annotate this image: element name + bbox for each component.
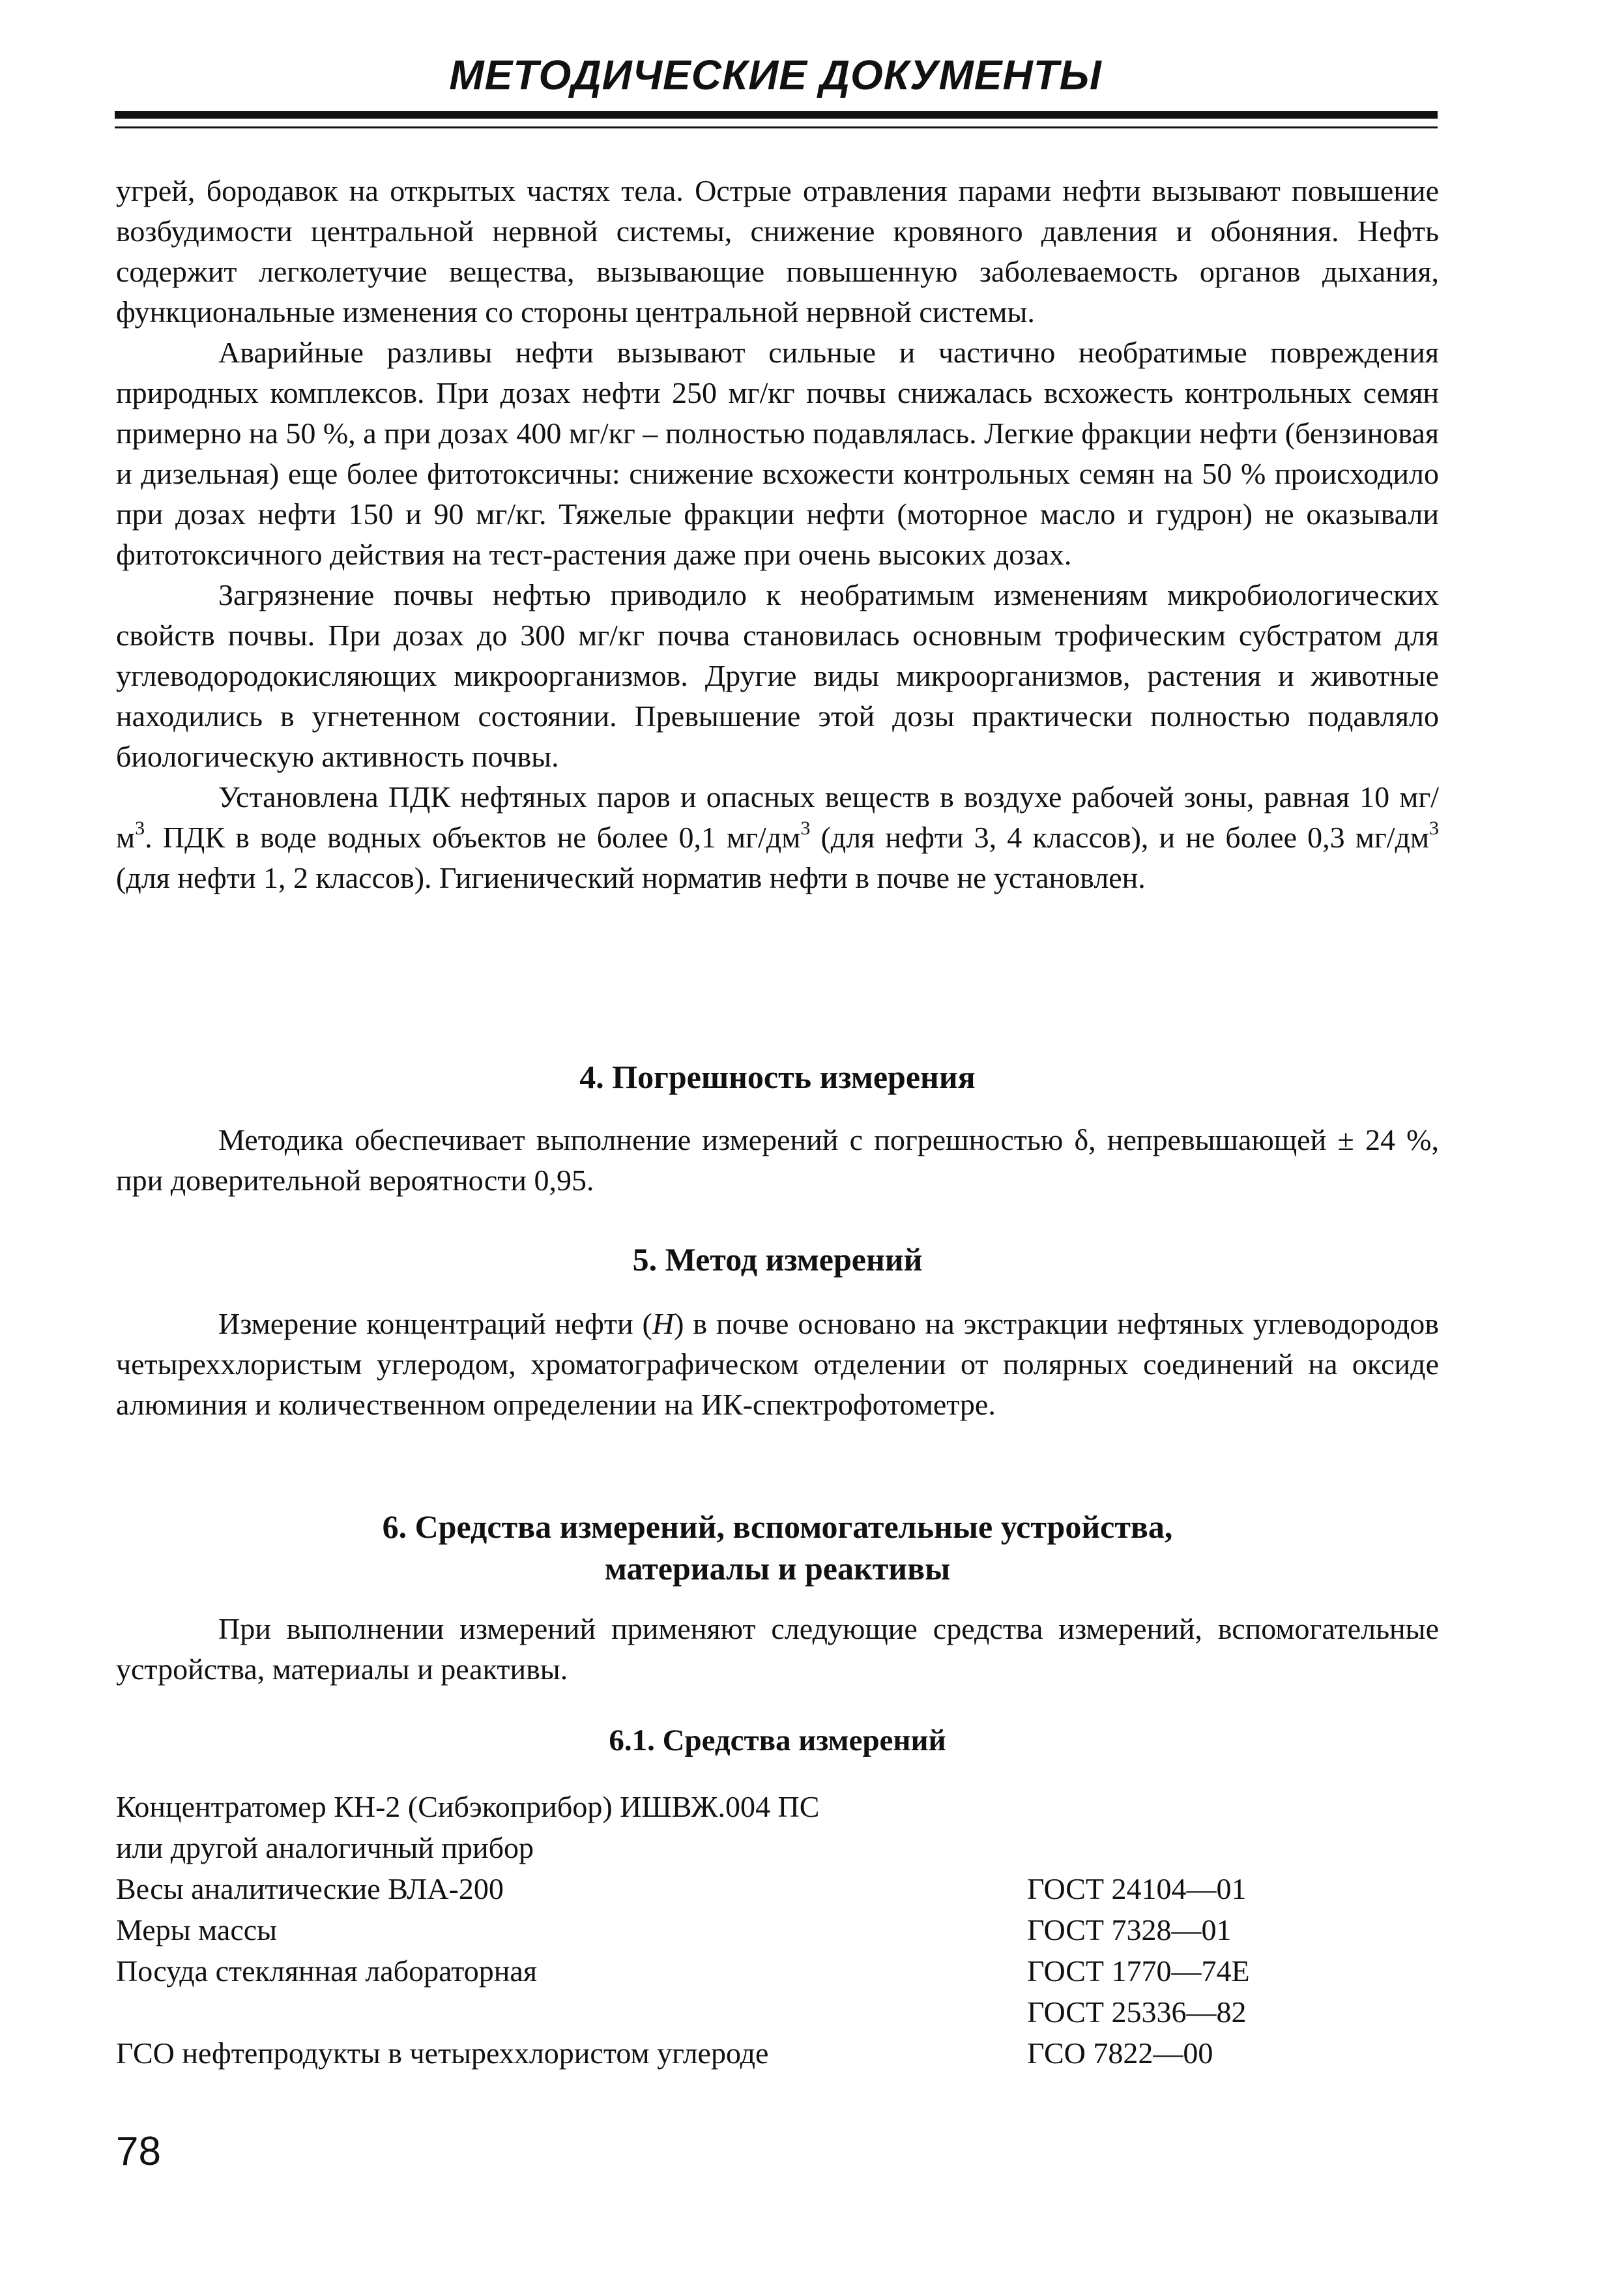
superscript-3: 3 <box>135 817 145 839</box>
section-4-text: Методика обеспечивает выполнение измерений с погрешностью δ, непревышающей ± 24 %, при доверительной вероятности 0,95. <box>116 1123 1439 1197</box>
section-5-heading: 5. Метод измерений <box>632 1241 923 1278</box>
section-5-text-a: Измерение концентраций нефти ( <box>218 1307 652 1340</box>
variable-n: Н <box>652 1307 674 1340</box>
header-rule-thin <box>115 126 1438 128</box>
section-4-heading: 4. Погрешность измерения <box>579 1059 976 1095</box>
section-6-body <box>116 1609 1439 1690</box>
list-item <box>116 1786 1439 1827</box>
paragraph-4-part-d: (для нефти 1, 2 классов). Гигиенический норматив нефти в почве не установлен. <box>116 861 1146 894</box>
section-5-text <box>116 1304 1439 1425</box>
section-5-body <box>116 1304 1439 1425</box>
subsection-6-1-heading: 6.1. Средства измерений <box>609 1724 946 1757</box>
instrument-name <box>116 1991 1027 2033</box>
instrument-standard: ГОСТ 7328—01 <box>1027 1913 1232 1946</box>
paragraph-4-part-b: . ПДК в воде водных объектов не более 0,1 мг/дм <box>145 821 801 854</box>
instrument-standard: ГСО 7822—00 <box>1027 2036 1213 2070</box>
instrument-name: Весы аналитические ВЛА-200 <box>116 1872 504 1905</box>
list-item <box>116 1827 1439 1868</box>
instrument-standard <box>1027 1827 1439 1868</box>
instrument-name: или другой аналогичный прибор <box>116 1831 534 1864</box>
body-text-block <box>116 171 1439 898</box>
list-item <box>116 1868 1439 1909</box>
list-item <box>116 1950 1439 1991</box>
paragraph-1: угрей, бородавок на открытых частях тела. Острые отравления парами нефти вызывают повышение возбудимости центральной нервной системы, снижение кровяного давления и обоняния. Нефть содержит легколетучие вещества, вызывающие повышенную заболеваемость органов дыхания, функциональные изменения со стороны центральной нервной системы. <box>116 174 1439 329</box>
instrument-name: Посуда стеклянная лабораторная <box>116 1954 537 1988</box>
paragraph-3: Загрязнение почвы нефтью приводило к необратимым изменениям микробиологических свойств почвы. При дозах до 300 мг/кг почва становилась основным трофическим субстратом для углеводородокисляющих микроорганизмов. Другие виды микроорганизмов, растения и животные находились в угнетенном состоянии. Превышение этой дозы практически полностью подавляло биологическую активность почвы. <box>116 578 1439 773</box>
instrument-standard <box>1027 1786 1439 1827</box>
paragraph-4 <box>116 777 1439 898</box>
paragraph-4-part-a: Установлена ПДК нефтяных паров и опасных веществ в воздухе рабочей зоны, равная 10 мг/м <box>116 780 1439 854</box>
superscript-3: 3 <box>800 817 811 839</box>
list-item <box>116 1909 1439 1950</box>
section-6-heading-line-2: материалы и реактивы <box>604 1550 951 1587</box>
section-4-body <box>116 1120 1439 1201</box>
instrument-standard: ГОСТ 24104—01 <box>1027 1872 1247 1905</box>
instrument-name: Меры массы <box>116 1913 278 1946</box>
running-header-title: МЕТОДИЧЕСКИЕ ДОКУМЕНТЫ <box>449 51 1102 98</box>
section-6-heading <box>116 1506 1439 1589</box>
list-item <box>116 2033 1439 2074</box>
instrument-standard: ГОСТ 1770—74Е <box>1027 1954 1250 1988</box>
header-rule-thick <box>115 111 1438 119</box>
paragraph-2: Аварийные разливы нефти вызывают сильные и частично необратимые повреждения природных комплексов. При дозах нефти 250 мг/кг почвы снижалась всхожесть контрольных семян примерно на 50 %, а при дозах 400 мг/кг – полностью подавлялась. Легкие фракции нефти (бензиновая и дизельная) еще более фитотоксичны: снижение всхожести контрольных семян на 50 % происходило при дозах нефти 150 и 90 мг/кг. Тяжелые фракции нефти (моторное масло и гудрон) не оказывали фитотоксичного действия на тест-растения даже при очень высоких дозах. <box>116 336 1439 571</box>
section-6-heading-line-1: 6. Средства измерений, вспомогательные устройства, <box>382 1508 1173 1545</box>
instrument-standard: ГОСТ 25336—82 <box>1027 1995 1247 2029</box>
instrument-name: ГСО нефтепродукты в четыреххлористом углероде <box>116 2036 769 2070</box>
section-5-text-b: ) в почве основано на экстракции нефтяных углеводородов четыреххлористым углеродом, хроматографическом отделении от полярных соединений на оксиде алюминия и количественном определении на ИК-спектрофотометре. <box>116 1307 1439 1421</box>
instrument-name: Концентратомер КН-2 (Сибэкоприбор) ИШВЖ.004 ПС <box>116 1790 820 1823</box>
section-6-text: При выполнении измерений применяют следующие средства измерений, вспомогательные устройства, материалы и реактивы. <box>116 1612 1439 1686</box>
list-item <box>116 1991 1439 2033</box>
instruments-list <box>116 1786 1439 2074</box>
paragraph-4-part-c: (для нефти 3, 4 классов), и не более 0,3 мг/дм <box>810 821 1429 854</box>
superscript-3: 3 <box>1429 817 1439 839</box>
page-number: 78 <box>116 2129 161 2174</box>
